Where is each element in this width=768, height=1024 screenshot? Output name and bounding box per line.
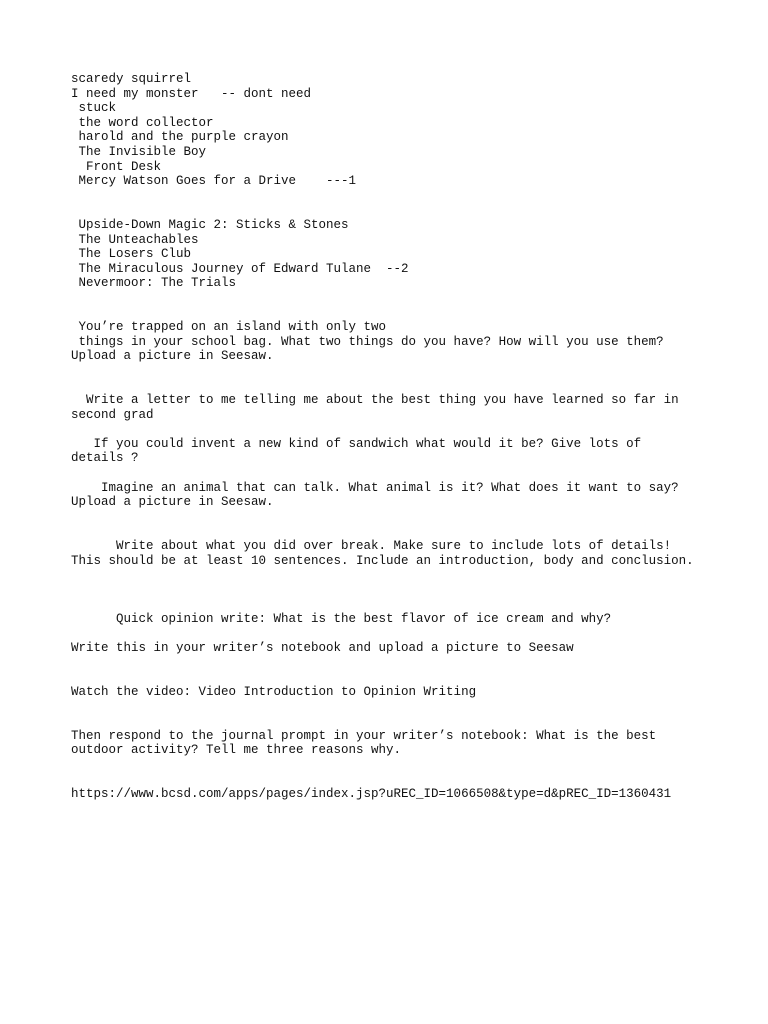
resource-url[interactable]: https://www.bcsd.com/apps/pages/index.jsp?uREC_ID=1066508&type=d&pREC_ID=1360431	[71, 787, 672, 802]
prompt-line: You’re trapped on an island with only two	[71, 320, 387, 335]
prompt-line: Write a letter to me telling me about the best thing you have learned so far in	[71, 393, 679, 408]
notebook-instruction: Write this in your writer’s notebook and upload a picture to Seesaw	[71, 641, 574, 656]
prompt-line: second grad	[71, 407, 154, 422]
prompt-line: Upload a picture in Seesaw.	[71, 349, 274, 364]
prompt-line: This should be at least 10 sentences. Include an introduction, body and conclusion.	[71, 553, 694, 568]
book-item: stuck	[71, 101, 117, 116]
prompt-line: Imagine an animal that can talk. What animal is it? What does it want to say?	[71, 480, 679, 495]
prompt-line: things in your school bag. What two things do you have? How will you use them?	[71, 334, 664, 349]
ice-cream-prompt: Quick opinion write: What is the best flavor of ice cream and why?	[71, 611, 612, 626]
letter-prompt	[71, 393, 711, 422]
island-prompt	[71, 320, 711, 364]
prompt-line: Then respond to the journal prompt in your writer’s notebook: What is the best	[71, 728, 657, 743]
book-list-1	[71, 72, 711, 189]
book-item: the word collector	[71, 115, 214, 130]
book-list-2	[71, 218, 711, 291]
sandwich-prompt	[71, 437, 711, 466]
book-item: Nevermoor: The Trials	[71, 276, 237, 291]
book-item: harold and the purple crayon	[71, 130, 289, 145]
prompt-line: details ?	[71, 451, 139, 466]
book-item: The Miraculous Journey of Edward Tulane --2	[71, 261, 409, 276]
video-instruction: Watch the video: Video Introduction to Opinion Writing	[71, 684, 477, 699]
book-item: scaredy squirrel	[71, 72, 192, 86]
break-prompt	[71, 539, 711, 568]
animal-prompt	[71, 481, 711, 510]
prompt-line: Upload a picture in Seesaw.	[71, 495, 274, 510]
prompt-line: Write about what you did over break. Make sure to include lots of details!	[71, 539, 672, 553]
book-item: I need my monster -- dont need	[71, 86, 312, 101]
book-item: The Invisible Boy	[71, 144, 207, 159]
book-item: The Losers Club	[71, 247, 192, 262]
book-item: The Unteachables	[71, 232, 199, 247]
prompt-line: outdoor activity? Tell me three reasons why.	[71, 743, 402, 758]
document-page	[71, 72, 711, 802]
book-item: Front Desk	[71, 159, 162, 174]
outdoor-prompt	[71, 729, 711, 758]
book-item: Upside-Down Magic 2: Sticks & Stones	[71, 217, 349, 232]
book-item: Mercy Watson Goes for a Drive ---1	[71, 174, 357, 189]
prompt-line: If you could invent a new kind of sandwich what would it be? Give lots of	[71, 436, 642, 451]
